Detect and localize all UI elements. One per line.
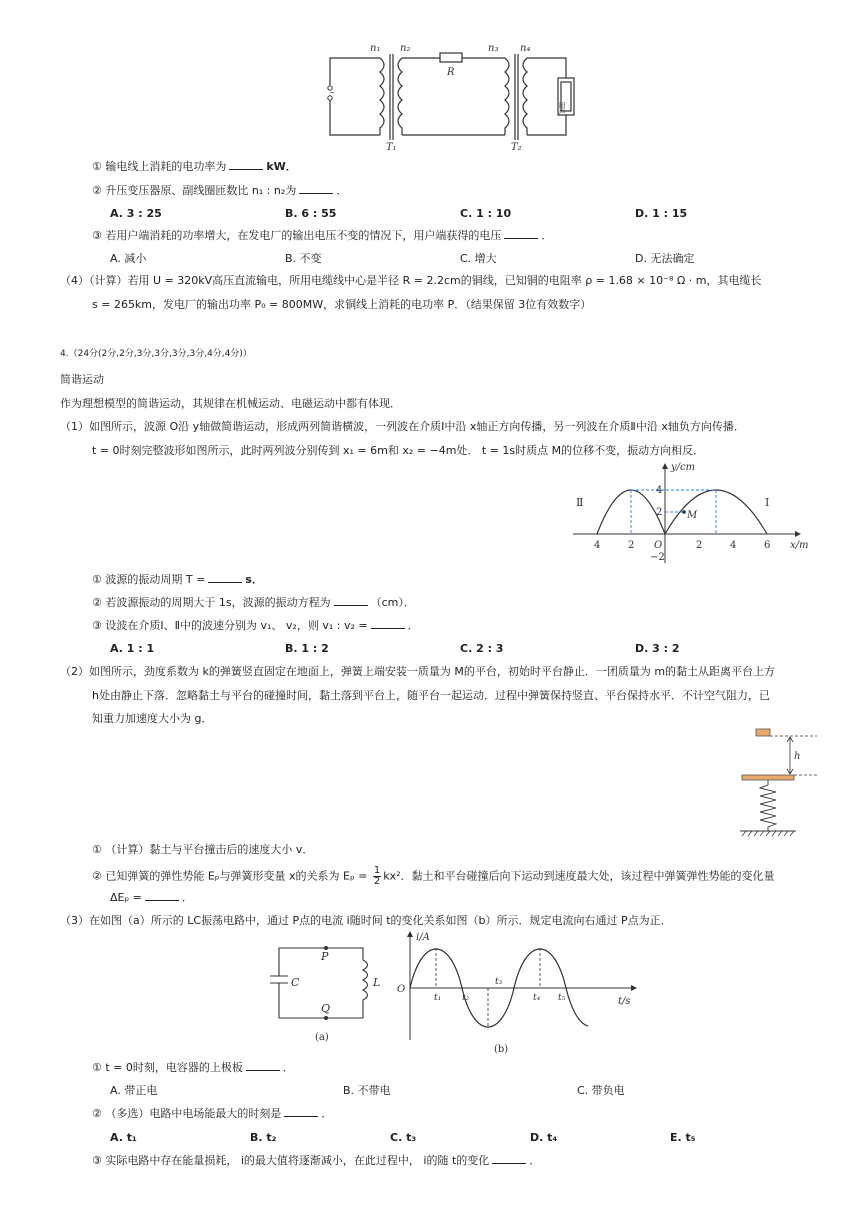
option-c[interactable]: C. 2 : 3 — [460, 642, 504, 655]
option-b[interactable]: B. 不变 — [285, 252, 322, 265]
answer-blank[interactable] — [284, 1106, 318, 1117]
q3-sub3: ③ 若用户端消耗的功率增大，在发电厂的输出电压不变的情况下，用户端获得的电压 ． — [92, 229, 553, 242]
y-tick: −2 — [650, 552, 665, 563]
q3-part4-line1: （4）（计算）若用 U = 320kV高压直流输电，所用电缆线中心是半径 R = 2.2cm的铜线，已知铜的电阻率 ρ = 1.68 × 10⁻⁸ Ω · m，其电缆长 — [60, 274, 762, 287]
lc-circuit-diagram — [265, 938, 390, 1046]
answer-blank[interactable] — [371, 618, 405, 629]
part2-line2: h处由静止下落．忽略黏土与平台的碰撞时间，黏土落到平台上，随平台一起运动．过程中弹簧保持竖直、平台保持水平．不计空气阻力，已 — [92, 689, 770, 702]
part3-sub1: ① t = 0时刻，电容器的上极板 ． — [92, 1061, 294, 1074]
part2-sub2-cont: ΔEₚ = ． — [110, 891, 193, 904]
x-axis-label: t/s — [618, 996, 631, 1007]
option-b[interactable]: B. 6 : 55 — [285, 207, 337, 220]
q3-part4-line2: s = 265km，发电厂的输出功率 P₀ = 800MW，求铜线上消耗的电功率 P．（结果保留 3位有效数字） — [92, 298, 592, 311]
part1-sub3: ③ 设波在介质Ⅰ、Ⅱ中的波速分别为 v₁、 v₂，则 v₁ : v₂ = ． — [92, 619, 419, 632]
y-axis-label: y/cm — [671, 462, 696, 473]
spring-platform-diagram — [732, 725, 822, 840]
region-I-label: Ⅰ — [765, 496, 770, 509]
x-tick: 2 — [696, 540, 703, 551]
origin-label: O — [397, 984, 406, 995]
y-axis-label: i/A — [416, 932, 430, 943]
answer-blank[interactable] — [492, 1153, 526, 1164]
part3-sub2: ② （多选）电路中电场能最大的时刻是 ． — [92, 1107, 333, 1120]
option-b[interactable]: B. 1 : 2 — [285, 642, 329, 655]
option-b[interactable]: B. 不带电 — [343, 1084, 391, 1097]
height-h-label: h — [794, 751, 801, 762]
option-a[interactable]: A. t₁ — [110, 1131, 137, 1144]
label-load: 用户 — [558, 102, 566, 116]
label-L: L — [373, 976, 381, 989]
part3-sub3: ③ 实际电路中存在能量损耗， i的最大值将逐渐减小，在此过程中， i的随 t的变化 ． — [92, 1154, 541, 1167]
fraction: $\frac{1}{2}$ — [373, 865, 381, 887]
part1-sub2: ② 若波源振动的周期大于 1s，波源的振动方程为 （cm）． — [92, 596, 415, 609]
part2-line3: 知重力加速度大小为 g． — [92, 712, 213, 725]
t5-label: t₅ — [558, 993, 566, 1003]
option-b[interactable]: B. t₂ — [250, 1131, 277, 1144]
x-tick: 6 — [764, 540, 771, 551]
option-d[interactable]: D. 1 : 15 — [635, 207, 688, 220]
part3-line1: （3）在如图（a）所示的 LC振荡电路中，通过 P点的电流 i随时间 t的变化关系如图（b）所示．规定电流向右通过 P点为正． — [60, 914, 672, 927]
region-II-label: Ⅱ — [576, 496, 584, 509]
question-header: 4.（24分(2分,2分,3分,3分,3分,3分,4分,4分)） — [60, 349, 252, 359]
option-c[interactable]: C. 带负电 — [577, 1084, 625, 1097]
origin-label: O — [654, 540, 663, 551]
point-M-label: M — [687, 510, 698, 521]
current-time-graph — [392, 928, 642, 1056]
option-d[interactable]: D. 3 : 2 — [635, 642, 680, 655]
wave-graph — [568, 458, 813, 570]
option-a[interactable]: A. 减小 — [110, 252, 147, 265]
option-c[interactable]: C. 1 : 10 — [460, 207, 512, 220]
question-title: 简谐运动 — [60, 373, 104, 386]
x-tick: 4 — [730, 540, 737, 551]
t3-label: t₃ — [495, 977, 503, 987]
option-a[interactable]: A. 3 : 25 — [110, 207, 162, 220]
option-e[interactable]: E. t₅ — [670, 1131, 696, 1144]
part2-sub1: ① （计算）黏土与平台撞击后的速度大小 v． — [92, 843, 314, 856]
answer-blank[interactable] — [504, 228, 538, 239]
label-Q: Q — [321, 1002, 331, 1015]
option-a[interactable]: A. 1 : 1 — [110, 642, 155, 655]
x-tick: 4 — [594, 540, 601, 551]
part1-line1: （1）如图所示，波源 O沿 y轴做简谐运动，形成两列简谐横波，一列波在介质Ⅰ中沿 x轴正方向传播，另一列波在介质Ⅱ中沿 x轴负方向传播． — [60, 420, 745, 433]
answer-blank[interactable] — [246, 1060, 280, 1071]
answer-blank[interactable] — [334, 595, 368, 606]
y-tick: 2 — [656, 507, 663, 518]
option-a[interactable]: A. 带正电 — [110, 1084, 158, 1097]
q3-sub2: ② 升压变压器原、副线圈匝数比 n₁ : n₂为 ． — [92, 184, 348, 197]
part1-sub1: ① 波源的振动周期 T = s． — [92, 573, 263, 586]
label-n4: n₄ — [520, 43, 531, 54]
q3-sub1: ① 输电线上消耗的电功率为 kW． — [92, 160, 297, 173]
svg-text:~: ~ — [329, 89, 335, 97]
label-n1: n₁ — [370, 43, 381, 54]
caption-a: (a) — [315, 1032, 329, 1043]
option-d[interactable]: D. 无法确定 — [635, 252, 695, 265]
option-c[interactable]: C. 增大 — [460, 252, 497, 265]
x-axis-label: x/m — [790, 540, 809, 551]
option-c[interactable]: C. t₃ — [390, 1131, 417, 1144]
y-tick: 4 — [656, 485, 663, 496]
option-d[interactable]: D. t₄ — [530, 1131, 558, 1144]
label-P: P — [321, 950, 329, 963]
answer-blank[interactable] — [145, 890, 179, 901]
question-intro: 作为理想模型的简谐运动，其规律在机械运动、电磁运动中都有体现． — [60, 397, 401, 410]
answer-blank[interactable] — [299, 183, 333, 194]
label-T2: T₂ — [511, 142, 522, 153]
part2-sub2: ② 已知弹簧的弹性势能 Eₚ与弹簧形变量 x的关系为 Eₚ = $\frac{1}{2}$ kx²．黏土和平台碰撞后向下运动到速度最大处，该过程中弹簧弹性势能的变化量 — [92, 865, 775, 887]
label-T1: T₁ — [386, 142, 397, 153]
x-tick: 2 — [628, 540, 635, 551]
t2-label: t₂ — [462, 993, 470, 1003]
label-C: C — [291, 976, 300, 989]
t4-label: t₄ — [533, 993, 541, 1003]
t1-label: t₁ — [434, 993, 442, 1003]
transformer-circuit-diagram — [320, 40, 580, 155]
label-n3: n₃ — [488, 43, 499, 54]
part2-line1: （2）如图所示，劲度系数为 k的弹簧竖直固定在地面上，弹簧上端安装一质量为 M的平台，初始时平台静止．一团质量为 m的黏土从距离平台上方 — [60, 665, 776, 678]
answer-blank[interactable] — [229, 159, 263, 170]
part1-line2: t = 0时刻完整波形如图所示，此时两列波分别传到 x₁ = 6m和 x₂ = −4m处． t = 1s时质点 M的位移不变，振动方向相反． — [92, 444, 705, 457]
answer-blank[interactable] — [208, 572, 242, 583]
label-n2: n₂ — [400, 43, 411, 54]
label-R: R — [447, 67, 455, 78]
caption-b: (b) — [494, 1044, 509, 1055]
